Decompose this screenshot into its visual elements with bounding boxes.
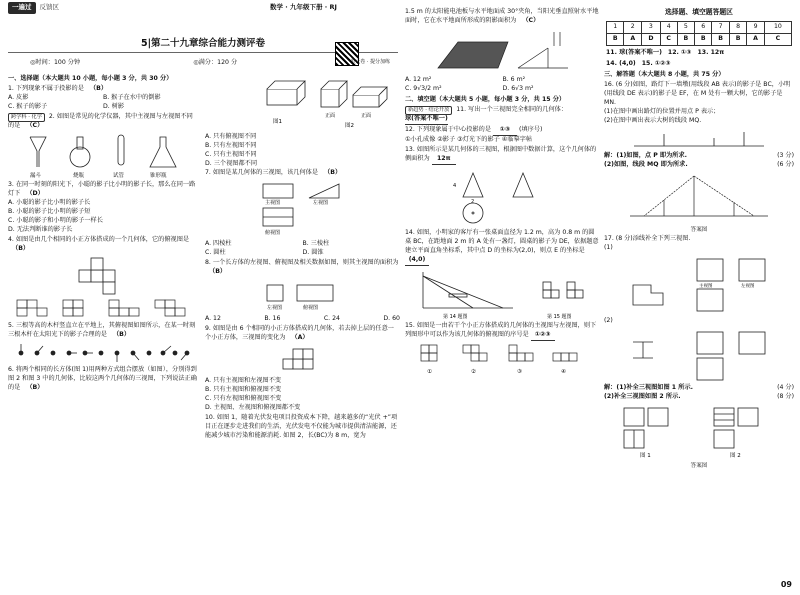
header-left (8, 2, 59, 14)
question-5 (8, 322, 198, 364)
options (405, 76, 600, 94)
views-problem-2-figure (619, 328, 779, 382)
fill-answer: (4,0) (405, 256, 429, 266)
cube-solid-figure (73, 256, 133, 296)
question-3 (8, 181, 198, 235)
fill-answer: 12π (432, 155, 456, 165)
option-a: A. 只有俯视图不同 (205, 133, 257, 140)
front-view-label: 主视图 (264, 199, 280, 206)
question-text: 12. 下列现象属于中心投影的是 (405, 126, 492, 134)
question-text: 9. 如图是由 6 个相同的小正方体搭成的几何体，若去掉上层的任意一个小正方体，三视图的变化为 (205, 324, 394, 341)
grid-answer: C (660, 33, 677, 45)
grid-number: 10 (764, 21, 791, 33)
grid-answer: A (747, 33, 765, 45)
svg-text:4: 4 (452, 183, 456, 190)
fill-answer: 12. ①③ (667, 48, 692, 56)
sub-question: (1)在图中画出路灯的位置并用点 P 表示； (604, 107, 720, 115)
option-a: A. 12 (205, 314, 221, 322)
answer-value: B (32, 384, 38, 392)
answer-value: B (215, 267, 220, 275)
apparatus-label: 锥形瓶 (150, 173, 167, 180)
answer-label: （B） (209, 267, 227, 275)
option-c: C. 9√3/2 m² (405, 84, 442, 92)
question-text: 1. 下列现象不属于投影的是 (8, 84, 84, 92)
question-16 (604, 81, 794, 234)
column-4 (604, 8, 794, 471)
option-d: D. 三个视图都不同 (205, 159, 258, 167)
page-number: 09 (780, 580, 792, 590)
grid-number: 9 (747, 21, 765, 33)
question-text: 17. (8 分)添线补全下列三视图. (604, 234, 691, 242)
question-13 (405, 146, 600, 227)
choice-label: ① (426, 369, 432, 376)
cuboid-figure (213, 75, 393, 131)
question-text: 1.5 m 的太阳能电池板与水平地面成 30°夹角，当阳光垂直照射水平地面时，它在水平地面所形成的阴影面积为 (405, 8, 599, 24)
question-10 (205, 414, 400, 441)
exam-meta (30, 59, 390, 68)
option-b: B. 16 (264, 314, 281, 322)
answer-label: （C） (522, 16, 540, 24)
score: (8 分) (777, 392, 794, 400)
section-heading: 一、选择题（本大题共 10 小题，每小题 3 分，共 30 分） (8, 75, 173, 82)
top-view-label: 俯视图 (264, 229, 280, 236)
fill-answer: ①②③ (531, 331, 555, 341)
option-d: D. 无法判断谁的影子长 (8, 226, 73, 234)
grid-answer: B (695, 33, 712, 45)
grid-answer: B (712, 33, 729, 45)
option-c: C. 猴子的影子 (8, 102, 48, 110)
option-d: D. 主视图、左视图和俯视图都不变 (205, 403, 301, 411)
hint: (填序号) (519, 126, 543, 134)
option-a: A. 只有主视图和左视图不变 (205, 376, 282, 384)
grid-answer: B (729, 33, 746, 45)
grid-number: 5 (677, 21, 694, 33)
score: (3 分) (777, 151, 794, 159)
option-d: D. 60 (383, 314, 400, 322)
fill-answer: 13. 12π (697, 48, 725, 56)
answer-label: （B） (324, 168, 342, 176)
grid-answer: D (642, 33, 661, 45)
header-subject (270, 2, 337, 14)
question-text: 7. 如图是某几何体的三视图，该几何体是 (205, 168, 319, 176)
option-d: D. 圆锥 (302, 248, 324, 256)
solution-line (604, 161, 794, 170)
side-view-label: 左视图 (266, 304, 282, 311)
solution-line (604, 384, 794, 393)
sub-question: (2)在图中画出表示大树的线段 MQ. (604, 116, 702, 124)
question-8 (205, 259, 400, 324)
six-cubes-figure (273, 345, 333, 375)
grid-number: 4 (660, 21, 677, 33)
apparatus-label: 试管 (113, 173, 125, 180)
figure-label: 图2 (344, 123, 354, 129)
options (205, 315, 400, 324)
subject-label: 数学 · 九年级下册 · RJ (270, 3, 337, 12)
question-text: 8. 一个长方体的左视图、俯视图及相关数据如图，则其主视图的面积为 (205, 258, 399, 266)
question-text: 11. 写出一个三视图完全相同的几何体： (456, 105, 568, 113)
fill-answers-row-1 (606, 49, 792, 58)
question-text: 16. (6 分)如图，路灯下一墙墩(用线段 AB 表示)的影子是 BC，小明(用线段 DE 表示)的影子是 EF，在 M 处有一颗大树，它的影子是 MN. (604, 80, 791, 106)
front-label: 正面 (324, 113, 335, 119)
question-11 (405, 106, 600, 126)
grid-answer: A (624, 33, 642, 45)
option-c: C. 只有左视图和俯视图不变 (205, 394, 282, 402)
grid-answer: B (677, 33, 694, 45)
answer-panel-title: 选择题、填空题答题区 (665, 8, 733, 16)
section-heading: 二、填空题（本大题共 5 小题，每小题 3 分，共 15 分） (405, 95, 566, 103)
solution-line (604, 393, 794, 402)
score: (4 分) (777, 383, 794, 391)
figure-label: 图 2 (730, 452, 741, 459)
fill-answer: 球(答案不唯一) (405, 115, 448, 125)
fill-answers-row-2 (606, 60, 792, 69)
option-b: B. 只有左视图不同 (205, 141, 257, 149)
question-15 (405, 322, 600, 377)
side-view-label: 左视图 (741, 283, 755, 289)
qr-caption: 单元卷 · 提分加练 (350, 59, 390, 65)
question-text: 2. 如图是常见的化学仪器，其中主视图与左视图不同的是 (8, 112, 193, 130)
svg-text:2: 2 (470, 199, 474, 206)
side-view-label: 左视图 (312, 199, 328, 206)
figure-label: 第 15 题图 (546, 314, 572, 321)
answer-value: B (96, 84, 101, 92)
answer-value: D (32, 190, 38, 198)
part-label: (1) (604, 243, 613, 251)
grid-number: 1 (607, 21, 624, 33)
apparatus-label: 漏斗 (30, 173, 42, 180)
answer-label: （D） (26, 190, 44, 198)
option-a: A. 皮影 (8, 93, 29, 101)
figure-label: 第 14 题图 (442, 314, 468, 321)
section-heading: 三、解答题（本大题共 8 小题，共 75 分） (604, 70, 725, 78)
figure-label: 图 1 (640, 452, 651, 459)
solution-text: (2)补全三视图如图 2 所示. (604, 392, 681, 400)
exam-title: 5|第二十九章综合能力测评卷 (8, 37, 398, 53)
option-d: D. 6√3 m² (502, 84, 534, 92)
question-text: 3. 在同一时刻的阳光下，小聪的影子比小明的影子长，那么在同一路灯下 (8, 181, 196, 198)
question-14 (405, 229, 600, 320)
option-b: B. 三棱柱 (302, 239, 330, 247)
choice-answer-grid (606, 21, 792, 46)
answer-label: （A） (291, 333, 309, 341)
option-b: B. 小聪的影子比小明的影子短 (8, 208, 91, 216)
front-label: 正面 (360, 113, 371, 119)
answer-value: B (330, 168, 335, 176)
question-4 (8, 236, 198, 320)
apparatus-label: 烧瓶 (73, 173, 85, 180)
cone-three-view-figure (443, 167, 563, 227)
option-b: B. 只有主视图和俯视图不变 (205, 385, 282, 393)
option-a: A. 12 m² (405, 75, 432, 83)
solution-text: 解：(1)补全三视图如图 1 所示. (604, 383, 693, 391)
exam-score: ◎满分：120 分 (193, 59, 238, 66)
option-c: C. 圆柱 (205, 248, 226, 256)
option-b: B. 猴子在水中的倒影 (103, 93, 161, 101)
option-b: B. 6 m² (502, 75, 526, 83)
figure-label: 答案图 (690, 462, 708, 469)
question-6 (8, 366, 198, 393)
question-9 (205, 325, 400, 413)
dimension-figure (243, 279, 363, 313)
answer-label: （B） (89, 84, 107, 92)
options (205, 240, 400, 258)
views-problem-1-figure (619, 255, 779, 315)
part-label: (2) (604, 316, 613, 324)
lamp-problem-figure (624, 128, 774, 150)
option-c: C. 只有主视图不同 (205, 150, 257, 158)
question-7 (205, 169, 400, 258)
figure-label: 答案图 (690, 226, 708, 233)
question-text: 4. 如图是由几个相同的小正方体搭成的一个几何体，它的俯视图是 (8, 236, 190, 244)
fill-answer: 11. 球(答案不唯一) (606, 48, 662, 56)
grid-number: 7 (712, 21, 729, 33)
grid-number: 2 (624, 21, 642, 33)
fill-answer: 14. (4,0) (606, 59, 636, 67)
fill-answer: ①③ (493, 126, 517, 136)
question-17 (604, 235, 794, 470)
exam-time: ◎时间：100 分钟 (30, 59, 81, 66)
score: (6 分) (777, 160, 794, 168)
lamp-solution-figure (624, 172, 774, 224)
answer-value: B (18, 245, 23, 253)
feedback-area-label: 反馈区 (39, 3, 59, 12)
options (8, 94, 198, 112)
question-tag: 跨学科 · 化学 (8, 113, 45, 123)
question-text: 14. 如图，小明家的客厅有一张桌面直径为 1.2 m，高为 0.8 m 的圆桌 BC，在距地面 2 m 的 A 处有一盏灯，圆桌的影子为 DE，依据题意建立平面直角坐标系，其中点 D 的坐标为(2,0)，则点 E 的坐标是 (405, 229, 599, 255)
grid-number: 3 (642, 21, 661, 33)
top-view-label: 俯视图 (302, 304, 318, 311)
choice-label: ② (470, 369, 476, 376)
question-text: 15. 如图是一由若干个小正方体搭成的几何体的主视图与左视图，则下列图形中可以作为该几何体的俯视图的序号是 (405, 322, 597, 339)
column-3 (405, 8, 600, 379)
top-view-choices-figure (413, 343, 593, 377)
three-view-figure (243, 180, 363, 238)
answer-value: A (297, 333, 303, 341)
fill-answer: 15. ①②③ (641, 59, 671, 67)
grid-answer: C (764, 33, 791, 45)
solution-text: (2)如图，线段 MQ 即为所求. (604, 160, 688, 168)
option-a: A. 小聪的影子比小明的影子长 (8, 199, 91, 207)
top-view-options (13, 298, 193, 320)
question-10-continued (405, 8, 600, 94)
solution-text: 解：(1)如图，点 P 即为所求. (604, 151, 688, 159)
solar-panel-figure (428, 28, 578, 74)
question-2 (8, 113, 198, 180)
grid-answer: B (607, 33, 624, 45)
choice-label: ③ (516, 369, 522, 376)
column-1 (8, 73, 198, 394)
option-c: C. 小聪的影子和小明的影子一样长 (8, 217, 103, 225)
question-text: 10. 如图 1，随着光伏发电项目投资成本下降，越来越多的“光伏 +”项目正在逐步走进我们的生活，光伏发电不仅能为城市提供清洁能源，还能减少城市污染和能源消耗. 如图 2，长(BC)为 8 m，宽为 (205, 413, 398, 439)
answer-value: C (528, 16, 534, 24)
options: ①小孔成像 ②影子 ③灯光下的影子 ④临摹字帖 (405, 136, 533, 144)
option-a: A. 四棱柱 (205, 239, 232, 247)
option-c: C. 24 (323, 314, 340, 322)
choice-label: ④ (560, 369, 566, 376)
answer-label: （B） (112, 331, 131, 339)
answer-value: C (32, 122, 38, 130)
front-view-label: 主视图 (699, 283, 713, 289)
brand-logo: 一遍过 (8, 2, 36, 13)
answer-label: （B） (12, 245, 30, 253)
grid-number: 8 (729, 21, 746, 33)
question-text: 6. 将两个相同的长方体(图 1)用两种方式组合摆放（如图），分别得到图 2 和图 3 中的几何体，比较这两个几何体的三视图，下列说法正确的是 (8, 366, 197, 392)
question-12 (405, 126, 600, 145)
lab-apparatus-figure (18, 133, 188, 179)
question-text: 5. 三根等高的木杆竖直立在平地上，其俯视图如图所示，在某一时刻三根木杆在太阳光下的影子合理的是 (8, 322, 196, 339)
question-text: 13. 如图所示是某几何体的三视图，根据图中数据计算，这个几何体的侧面积为 (405, 146, 597, 163)
answer-label: （B） (26, 384, 44, 392)
option-d: D. 树影 (103, 102, 125, 110)
answer-label: （C） (26, 122, 44, 130)
answer-value: B (119, 331, 124, 339)
shadow-options-figure (13, 342, 193, 364)
solution-line (604, 152, 794, 161)
column-2 (205, 73, 400, 442)
lamp-shadow-figure (413, 268, 593, 320)
question-tag: 新趋势 · 结论开放 (405, 106, 452, 116)
figure-label: 图1 (272, 119, 282, 125)
grid-number: 6 (695, 21, 712, 33)
question-1 (8, 85, 198, 112)
views-solution-figure (614, 404, 784, 460)
